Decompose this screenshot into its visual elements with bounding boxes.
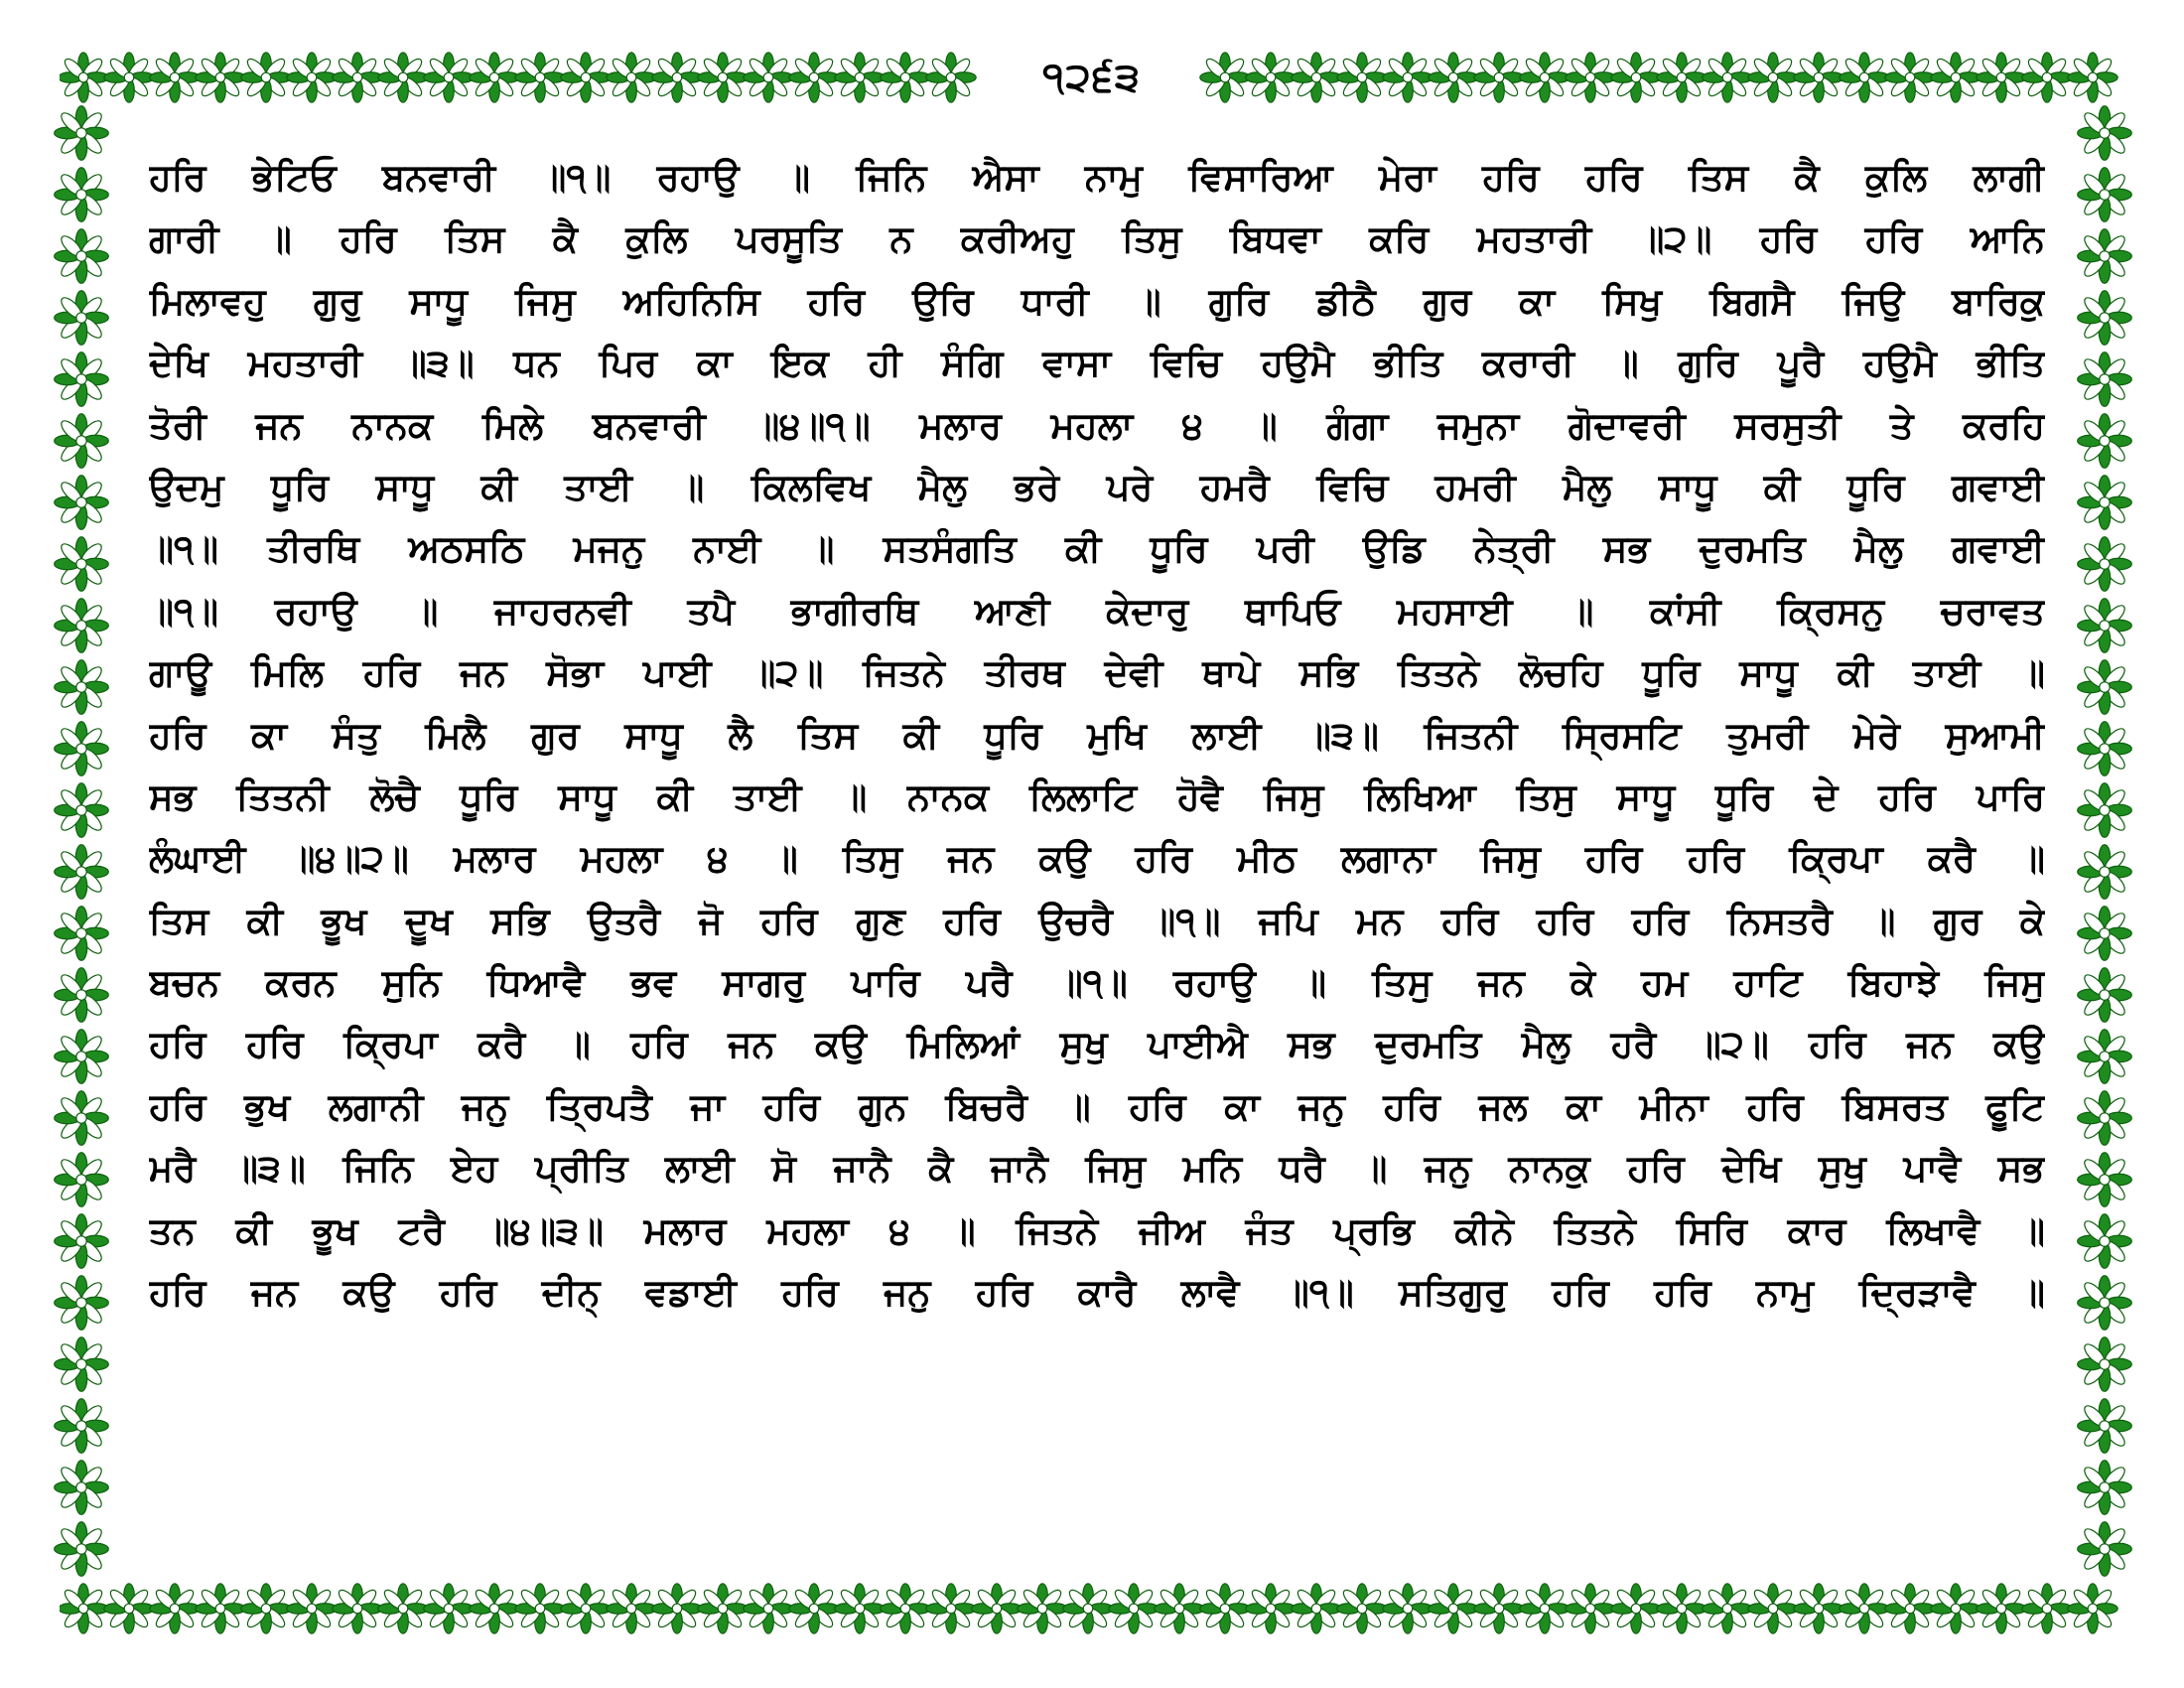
flower-icon (196, 53, 245, 102)
flower-icon (424, 53, 474, 102)
scripture-text (149, 147, 2045, 1324)
flower-icon (1109, 1584, 1159, 1633)
flower-icon (378, 1584, 428, 1633)
flower-icon (2078, 168, 2132, 222)
flower-icon (1246, 53, 1296, 102)
flower-icon (789, 1584, 839, 1633)
flower-icon (1200, 1584, 1250, 1633)
floral-border-bottom (60, 1579, 2134, 1638)
flower-icon (2078, 1337, 2132, 1392)
flower-icon (1200, 53, 1250, 102)
floral-border-left (52, 99, 111, 1589)
flower-icon (55, 1276, 109, 1331)
flower-icon (1429, 1584, 1478, 1633)
flower-icon (1611, 1584, 1661, 1633)
flower-icon (55, 476, 109, 530)
flower-icon (652, 53, 702, 102)
flower-icon (424, 1584, 474, 1633)
flower-icon (881, 53, 930, 102)
flower-icon (1931, 53, 1980, 102)
flower-icon (1748, 53, 1798, 102)
flower-icon (1246, 1584, 1296, 1633)
flower-icon (333, 53, 382, 102)
flower-icon (1611, 53, 1661, 102)
flower-icon (150, 53, 200, 102)
flower-icon (55, 1153, 109, 1207)
flower-icon (2078, 907, 2132, 961)
text-line: ਹਰਿ ਜਨ ਕਉ ਹਰਿ ਦੀਨ੍ ਵਡਾਈ ਹਰਿ ਜਨੁ ਹਰਿ ਕਾਰੈ ਲਾਵੈ ॥੧॥ ਸਤਿਗੁਰੁ ਹਰਿ ਹਰਿ ਨਾਮੁ ਦ੍ਰਿੜਾਵੈ ॥ (149, 1271, 2045, 1315)
flower-icon (55, 1522, 109, 1577)
flower-icon (2078, 352, 2132, 407)
flower-icon (1703, 1584, 1752, 1633)
flower-icon (2078, 291, 2132, 346)
flower-icon (1885, 1584, 1935, 1633)
flower-icon (1155, 1584, 1204, 1633)
flower-icon (55, 660, 109, 715)
flower-icon (196, 1584, 245, 1633)
flower-icon (835, 53, 885, 102)
flower-icon (2078, 476, 2132, 530)
flower-icon (470, 53, 519, 102)
flower-icon (55, 1030, 109, 1084)
text-line: ਮਰੈ ॥੩॥ ਜਿਨਿ ਏਹ ਪ੍ਰੀਤਿ ਲਾਈ ਸੋ ਜਾਨੈ ਕੈ ਜਾਨੈ ਜਿਸੁ ਮਨਿ ਧਰੈ ॥ ਜਨੁ ਨਾਨਕੁ ਹਰਿ ਦੇਖਿ ਸੁਖੁ ਪਾਵੈ ਸਭ (149, 1147, 2045, 1191)
flower-icon (2078, 968, 2132, 1023)
flower-icon (2022, 1584, 2072, 1633)
flower-icon (2078, 1030, 2132, 1084)
flower-icon (1977, 1584, 2026, 1633)
flower-icon (2078, 106, 2132, 161)
flower-icon (515, 53, 565, 102)
flower-icon (55, 907, 109, 961)
flower-icon (1657, 53, 1706, 102)
flower-icon (2022, 53, 2072, 102)
flower-icon (55, 414, 109, 469)
flower-icon (2078, 660, 2132, 715)
flower-icon (470, 1584, 519, 1633)
text-line: ਹਰਿ ਕਾ ਸੰਤੁ ਮਿਲੈ ਗੁਰ ਸਾਧੂ ਲੈ ਤਿਸ ਕੀ ਧੂਰਿ ਮੁਖਿ ਲਾਈ ॥੩॥ ਜਿਤਨੀ ਸ੍ਰਿਸਟਿ ਤੁਮਰੀ ਮੇਰੇ ਸੁਆਮੀ (149, 713, 2045, 757)
text-line: ਉਦਮੁ ਧੂਰਿ ਸਾਧੂ ਕੀ ਤਾਈ ॥ ਕਿਲਵਿਖ ਮੈਲੁ ਭਰੇ ਪਰੇ ਹਮਰੈ ਵਿਚਿ ਹਮਰੀ ਮੈਲੁ ਸਾਧੂ ਕੀ ਧੂਰਿ ਗਵਾਈ (149, 465, 2045, 508)
flower-icon (561, 1584, 611, 1633)
flower-icon (835, 1584, 885, 1633)
flower-icon (1292, 53, 1341, 102)
flower-icon (150, 1584, 200, 1633)
flower-icon (55, 599, 109, 653)
flower-icon (789, 53, 839, 102)
flower-icon (607, 1584, 656, 1633)
flower-icon (652, 1584, 702, 1633)
flower-icon (515, 1584, 565, 1633)
flower-icon (333, 1584, 382, 1633)
flower-icon (241, 53, 291, 102)
text-line: ਤਿਸ ਕੀ ਭੂਖ ਦੂਖ ਸਭਿ ਉਤਰੈ ਜੋ ਹਰਿ ਗੁਣ ਹਰਿ ਉਚਰੈ ॥੧॥ ਜਪਿ ਮਨ ਹਰਿ ਹਰਿ ਹਰਿ ਨਿਸਤਰੈ ॥ ਗੁਰ ਕੇ (149, 899, 2045, 942)
flower-icon (55, 229, 109, 284)
flower-icon (55, 106, 109, 161)
flower-icon (2078, 783, 2132, 838)
flower-icon (55, 1399, 109, 1454)
text-line: ਹਰਿ ਭੁਖ ਲਗਾਨੀ ਜਨੁ ਤ੍ਰਿਪਤੈ ਜਾ ਹਰਿ ਗੁਨ ਬਿਚਰੈ ॥ ਹਰਿ ਕਾ ਜਨੁ ਹਰਿ ਜਲ ਕਾ ਮੀਨਾ ਹਰਿ ਬਿਸਰਤ ਫੂਟਿ (149, 1084, 2045, 1128)
text-line: ਲੰਘਾਈ ॥੪॥੨॥ ਮਲਾਰ ਮਹਲਾ ੪ ॥ ਤਿਸੁ ਜਨ ਕਉ ਹਰਿ ਮੀਠ ਲਗਾਨਾ ਜਿਸੁ ਹਰਿ ਹਰਿ ਕ੍ਰਿਪਾ ਕਰੈ ॥ (149, 837, 2045, 881)
text-line: ਤੋਰੀ ਜਨ ਨਾਨਕ ਮਿਲੇ ਬਨਵਾਰੀ ॥੪॥੧॥ ਮਲਾਰ ਮਹਲਾ ੪ ॥ ਗੰਗਾ ਜਮੁਨਾ ਗੋਦਾਵਰੀ ਸਰਸੁਤੀ ਤੇ ਕਰਹਿ (149, 403, 2045, 447)
flower-icon (607, 53, 656, 102)
flower-icon (287, 1584, 337, 1633)
flower-icon (2078, 414, 2132, 469)
text-line: ਬਚਨ ਕਰਨ ਸੁਨਿ ਧਿਆਵੈ ਭਵ ਸਾਗਰੁ ਪਾਰਿ ਪਰੈ ॥੧॥ ਰਹਾਉ ॥ ਤਿਸੁ ਜਨ ਕੇ ਹਮ ਹਾਟਿ ਬਿਹਾਝੇ ਜਿਸੁ (149, 961, 2045, 1005)
flower-icon (60, 1584, 108, 1633)
flower-icon (1018, 1584, 1067, 1633)
flower-icon (2078, 1214, 2132, 1269)
flower-icon (55, 783, 109, 838)
text-line: ਦੇਖਿ ਮਹਤਾਰੀ ॥੩॥ ਧਨ ਪਿਰ ਕਾ ਇਕ ਹੀ ਸੰਗਿ ਵਾਸਾ ਵਿਚਿ ਹਉਮੈ ਭੀਤਿ ਕਰਾਰੀ ॥ ਗੁਰਿ ਪੂਰੈ ਹਉਮੈ ਭੀਤਿ (149, 342, 2045, 385)
flower-icon (1337, 1584, 1387, 1633)
flower-icon (1840, 1584, 1889, 1633)
flower-icon (1063, 1584, 1113, 1633)
flower-icon (378, 53, 428, 102)
flower-icon (2078, 1399, 2132, 1454)
text-line: ਗਾਰੀ ॥ ਹਰਿ ਤਿਸ ਕੈ ਕੁਲਿ ਪਰਸੂਤਿ ਨ ਕਰੀਅਹੁ ਤਿਸੁ ਬਿਧਵਾ ਕਰਿ ਮਹਤਾਰੀ ॥੨॥ ਹਰਿ ਹਰਿ ਆਨਿ (149, 217, 2045, 261)
flower-icon (561, 53, 611, 102)
flower-icon (744, 53, 793, 102)
flower-icon (1977, 53, 2026, 102)
flower-icon (1292, 1584, 1341, 1633)
floral-border-right (2075, 99, 2134, 1589)
flower-icon (2078, 1153, 2132, 1207)
page-number: ੧੨੬੩ (1013, 48, 1171, 107)
flower-icon (2078, 537, 2132, 592)
flower-icon (55, 722, 109, 776)
flower-icon (55, 968, 109, 1023)
flower-icon (2068, 1584, 2117, 1633)
flower-icon (698, 1584, 748, 1633)
flower-icon (1429, 53, 1478, 102)
flower-icon (2078, 1522, 2132, 1577)
flower-icon (2078, 1461, 2132, 1515)
flower-icon (972, 1584, 1022, 1633)
flower-icon (1337, 53, 1387, 102)
flower-icon (926, 53, 976, 102)
flower-icon (2078, 722, 2132, 776)
flower-icon (2078, 1091, 2132, 1146)
flower-icon (1794, 1584, 1843, 1633)
flower-icon (1474, 1584, 1524, 1633)
flower-icon (881, 1584, 930, 1633)
text-line: ਮਿਲਾਵਹੁ ਗੁਰੁ ਸਾਧੂ ਜਿਸੁ ਅਹਿਨਿਸਿ ਹਰਿ ਉਰਿ ਧਾਰੀ ॥ ਗੁਰਿ ਡੀਠੈ ਗੁਰ ਕਾ ਸਿਖੁ ਬਿਗਸੈ ਜਿਉ ਬਾਰਿਕੁ (149, 279, 2045, 323)
text-line: ॥੧॥ ਤੀਰਥਿ ਅਠਸਠਿ ਮਜਨੁ ਨਾਈ ॥ ਸਤਸੰਗਤਿ ਕੀ ਧੂਰਿ ਪਰੀ ਉਡਿ ਨੇਤ੍ਰੀ ਸਭ ਦੁਰਮਤਿ ਮੈਲੁ ਗਵਾਈ (149, 527, 2045, 571)
text-line: ਹਰਿ ਭੇਟਿਓ ਬਨਵਾਰੀ ॥੧॥ ਰਹਾਉ ॥ ਜਿਨਿ ਐਸਾ ਨਾਮੁ ਵਿਸਾਰਿਆ ਮੇਰਾ ਹਰਿ ਹਰਿ ਤਿਸ ਕੈ ਕੁਲਿ ਲਾਗੀ (149, 156, 2045, 199)
text-line: ॥੧॥ ਰਹਾਉ ॥ ਜਾਹਰਨਵੀ ਤਪੈ ਭਾਗੀਰਥਿ ਆਣੀ ਕੇਦਾਰੁ ਥਾਪਿਓ ਮਹਸਾਈ ॥ ਕਾਂਸੀ ਕ੍ਰਿਸਨੁ ਚਰਾਵਤ (149, 589, 2045, 633)
flower-icon (287, 53, 337, 102)
flower-icon (1520, 1584, 1570, 1633)
flower-icon (1520, 53, 1570, 102)
flower-icon (55, 291, 109, 346)
flower-icon (55, 352, 109, 407)
flower-icon (104, 1584, 154, 1633)
flower-icon (2068, 53, 2117, 102)
flower-icon (2078, 845, 2132, 900)
flower-icon (2078, 229, 2132, 284)
flower-icon (55, 1461, 109, 1515)
flower-icon (744, 1584, 793, 1633)
flower-icon (698, 53, 748, 102)
flower-icon (55, 1214, 109, 1269)
text-line: ਸਭ ਤਿਤਨੀ ਲੋਚੈ ਧੂਰਿ ਸਾਧੂ ਕੀ ਤਾਈ ॥ ਨਾਨਕ ਲਿਲਾਟਿ ਹੋਵੈ ਜਿਸੁ ਲਿਖਿਆ ਤਿਸੁ ਸਾਧੂ ਧੂਰਿ ਦੇ ਹਰਿ ਪਾਰਿ (149, 774, 2045, 818)
flower-icon (1840, 53, 1889, 102)
flower-icon (1703, 53, 1752, 102)
flower-icon (241, 1584, 291, 1633)
flower-icon (55, 1337, 109, 1392)
flower-icon (1566, 1584, 1615, 1633)
text-line: ਹਰਿ ਹਰਿ ਕ੍ਰਿਪਾ ਕਰੈ ॥ ਹਰਿ ਜਨ ਕਉ ਮਿਲਿਆਂ ਸੁਖੁ ਪਾਈਐ ਸਭ ਦੁਰਮਤਿ ਮੈਲੁ ਹਰੈ ॥੨॥ ਹਰਿ ਜਨ ਕਉ (149, 1023, 2045, 1066)
flower-icon (1474, 53, 1524, 102)
flower-icon (60, 53, 108, 102)
flower-icon (2078, 1276, 2132, 1331)
flower-icon (1383, 53, 1433, 102)
flower-icon (55, 168, 109, 222)
flower-icon (1885, 53, 1935, 102)
flower-icon (1748, 1584, 1798, 1633)
flower-icon (55, 537, 109, 592)
flower-icon (2078, 599, 2132, 653)
flower-icon (926, 1584, 976, 1633)
flower-icon (1566, 53, 1615, 102)
flower-icon (1931, 1584, 1980, 1633)
text-line: ਗਾਊ ਮਿਲਿ ਹਰਿ ਜਨ ਸੋਭਾ ਪਾਈ ॥੨॥ ਜਿਤਨੇ ਤੀਰਥ ਦੇਵੀ ਥਾਪੇ ਸਭਿ ਤਿਤਨੇ ਲੋਚਹਿ ਧੂਰਿ ਸਾਧੂ ਕੀ ਤਾਈ ॥ (149, 651, 2045, 695)
flower-icon (1794, 53, 1843, 102)
flower-icon (55, 1091, 109, 1146)
text-line: ਤਨ ਕੀ ਭੂਖ ਟਰੈ ॥੪॥੩॥ ਮਲਾਰ ਮਹਲਾ ੪ ॥ ਜਿਤਨੇ ਜੀਅ ਜੰਤ ਪ੍ਰਭਿ ਕੀਨੇ ਤਿਤਨੇ ਸਿਰਿ ਕਾਰ ਲਿਖਾਵੈ ॥ (149, 1208, 2045, 1252)
flower-icon (55, 845, 109, 900)
flower-icon (1657, 1584, 1706, 1633)
flower-icon (1383, 1584, 1433, 1633)
flower-icon (104, 53, 154, 102)
